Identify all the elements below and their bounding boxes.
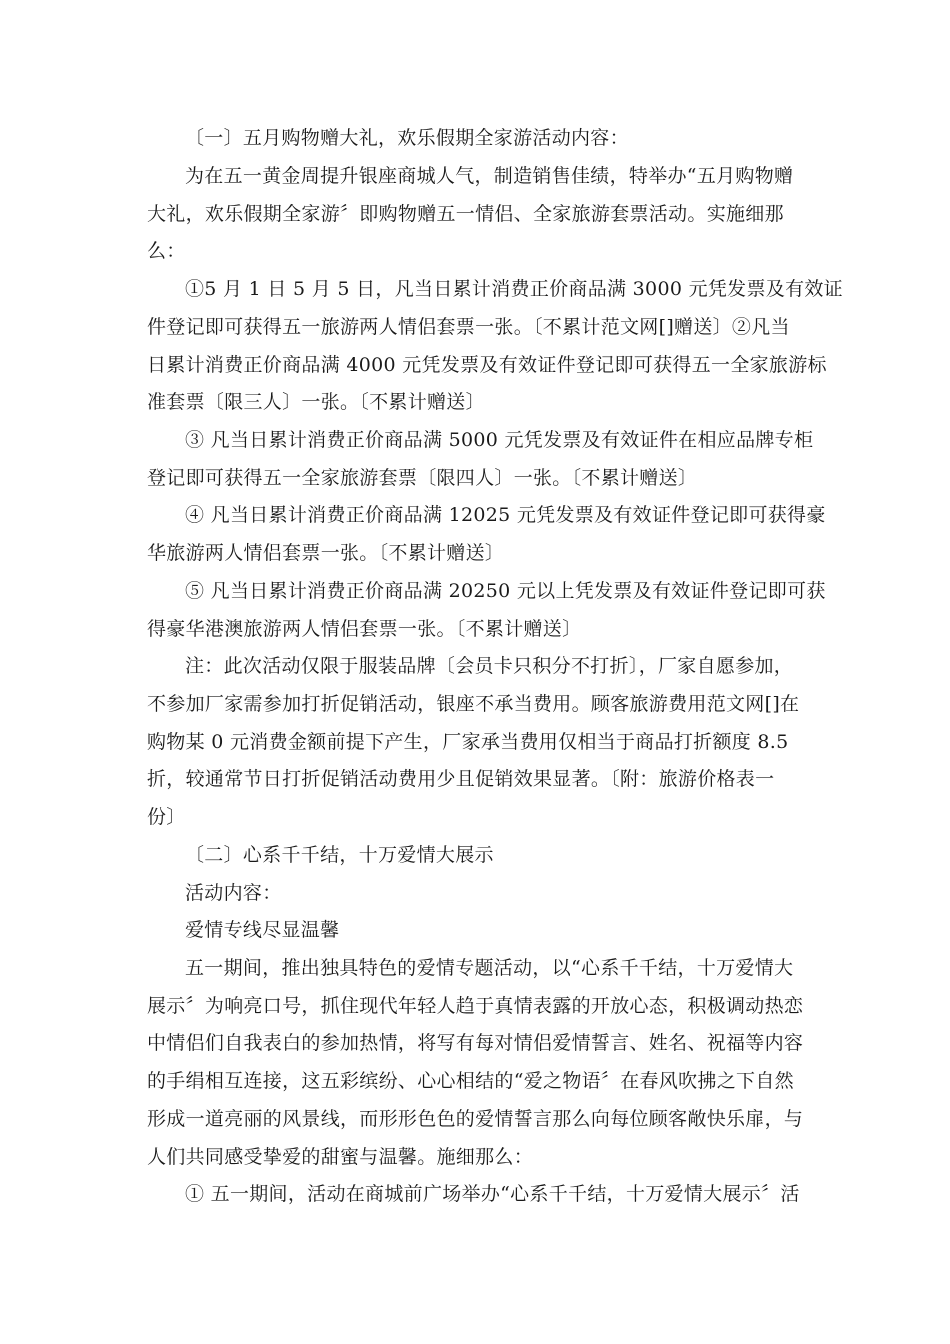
paragraph-line: 件登记即可获得五一旅游两人情侣套票一张。〔不累计范文网[]赠送〕②凡当 [147, 316, 790, 338]
paragraph-line: 大礼，欢乐假期全家游〞即购物赠五一情侣、全家旅游套票活动。实施细那 [147, 203, 784, 225]
paragraph-line: 形成一道亮丽的风景线，而形形色色的爱情誓言那么向每位顾客敞快乐扉，与 [147, 1108, 804, 1130]
section-heading-1: 〔一〕五月购物赠大礼，欢乐假期全家游活动内容： [185, 127, 629, 149]
section-heading-2: 〔二〕心系千千结，十万爱情大展示 [185, 844, 494, 866]
paragraph-line: 华旅游两人情侣套票一张。〔不累计赠送〕 [147, 542, 505, 564]
paragraph-line: ①5 月 1 日 5 月 5 日，凡当日累计消费正价商品满 3000 元凭发票及有效证 [185, 278, 843, 300]
paragraph-line: ④ 凡当日累计消费正价商品满 12025 元凭发票及有效证件登记即可获得豪 [185, 504, 826, 526]
subheading: 活动内容： [185, 882, 282, 904]
paragraph-line: 的手绢相互连接，这五彩缤纷、心心相结的“爱之物语〞在春风吹拂之下自然 [147, 1070, 794, 1092]
paragraph-line: 中情侣们自我表白的参加热情，将写有每对情侣爱情誓言、姓名、祝福等内容 [147, 1032, 804, 1054]
note-line: 注：此次活动仅限于服装品牌〔会员卡只积分不打折〕，厂家自愿参加， [185, 655, 794, 677]
subheading: 爱情专线尽显温馨 [185, 919, 340, 941]
paragraph-line: ① 五一期间，活动在商城前广场举办“心系千千结，十万爱情大展示〞活 [185, 1183, 800, 1205]
paragraph-line: 为在五一黄金周提升银座商城人气，制造销售佳绩，特举办“五月购物赠 [185, 165, 794, 187]
paragraph-line: 得豪华港澳旅游两人情侣套票一张。〔不累计赠送〕 [147, 618, 582, 640]
paragraph-line: 么： [147, 240, 186, 262]
paragraph-line: ⑤ 凡当日累计消费正价商品满 20250 元以上凭发票及有效证件登记即可获 [185, 580, 826, 602]
paragraph-line: 日累计消费正价商品满 4000 元凭发票及有效证件登记即可获得五一全家旅游标 [147, 354, 827, 376]
note-line: 折，较通常节日打折促销活动费用少且促销效果显著。〔附：旅游价格表一 [147, 768, 775, 790]
paragraph-line: 五一期间，推出独具特色的爱情专题活动，以“心系千千结，十万爱情大 [185, 957, 794, 979]
paragraph-line: 准套票〔限三人〕一张。〔不累计赠送〕 [147, 391, 485, 413]
note-line: 不参加厂家需参加打折促销活动，银座不承当费用。顾客旅游费用范文网[]在 [147, 693, 800, 715]
note-line: 份〕 [147, 806, 186, 828]
paragraph-line: ③ 凡当日累计消费正价商品满 5000 元凭发票及有效证件在相应品牌专柜 [185, 429, 814, 451]
note-line: 购物某 0 元消费金额前提下产生，厂家承当费用仅相当于商品打折额度 8.5 [147, 731, 789, 753]
paragraph-line: 人们共同感受挚爱的甜蜜与温馨。施细那么： [147, 1146, 534, 1168]
paragraph-line: 展示〞为响亮口号，抓住现代年轻人趋于真情表露的开放心态，积极调动热恋 [147, 995, 804, 1017]
paragraph-line: 登记即可获得五一全家旅游套票〔限四人〕一张。〔不累计赠送〕 [147, 467, 698, 489]
